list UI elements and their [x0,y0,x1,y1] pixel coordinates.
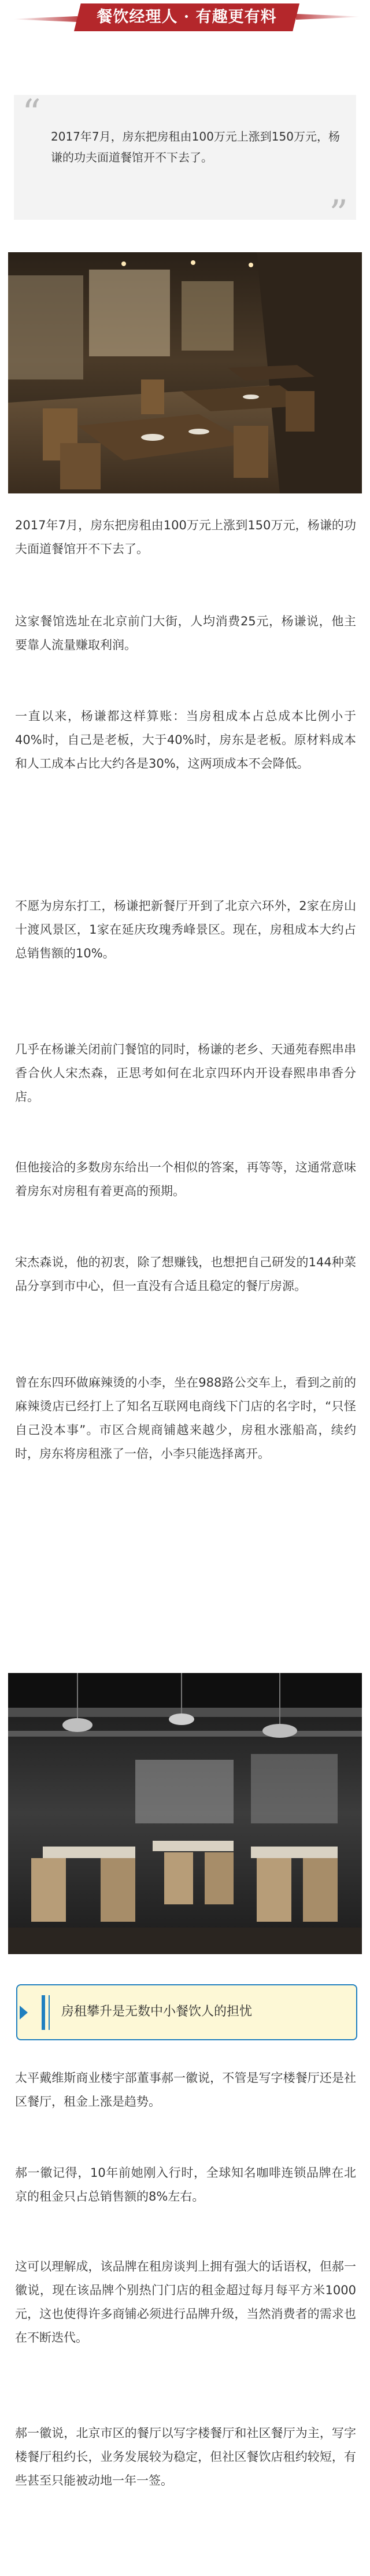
paragraph-3: 一直以来，杨谦都这样算账：当房租成本占总成本比例小于40%时，自己是老板，大于40%时，房东是老板。原材料成本和人工成本占比大约各是30%，这两项成本不会降低。 [15,709,356,771]
paragraph-1: 2017年7月，房东把房租由100万元上涨到150万元，杨谦的功夫面道餐馆开不下去了。 [15,518,356,556]
banner-flare-left [14,16,77,22]
paragraph-10: 郝一徽记得，10年前她刚入行时，全球知名咖啡连锁品牌在北京的租金只占总销售额的8%左右。 [15,2166,356,2203]
restaurant-photo-1 [8,252,362,493]
paragraph-8: 曾在东四环做麻辣烫的小李，坐在988路公交车上，看到之前的麻辣烫店已经打上了知名互联网电商线下门店的名字时，“只怪自己没本事”。市区合规商铺越来越少，房租水涨船高，续约时，房东将房租涨了一倍，小李只能选择离开。 [15,1376,356,1461]
quote-open-icon: “ [22,92,41,135]
quote-close-icon: ” [329,193,348,235]
image-caption-box [16,1984,357,2040]
restaurant-photo-2 [8,1673,362,1954]
lead-quote-box [14,92,356,235]
caption-arrow-icon [20,2006,28,2019]
header-banner [0,0,370,42]
banner-title: 餐饮经理人 · 有趣更有料 [97,8,277,26]
paragraph-4: 不愿为房东打工，杨谦把新餐厅开到了北京六环外，2家在房山十渡风景区，1家在延庆玫瑰秀峰景区。现在，房租成本大约占总销售额的10%。 [15,899,356,960]
paragraph-2: 这家餐馆选址在北京前门大街，人均消费25元，杨谦说，他主要靠人流量赚取利润。 [15,614,356,652]
lead-quote-text: 2017年7月，房东把房租由100万元上涨到150万元，杨谦的功夫面道餐馆开不下去了。 [51,130,340,164]
caption-accent-bar [42,1995,45,2030]
paragraph-5: 几乎在杨谦关闭前门餐馆的同时，杨谦的老乡、天通苑春熙串串香合伙人宋杰森，正思考如何在北京四环内开设春熙串串香分店。 [15,1042,356,1104]
paragraph-12: 郝一徽说，北京市区的餐厅以写字楼餐厅和社区餐厅为主，写字楼餐厅租约长，业务发展较为稳定，但社区餐饮店租约较短，有些甚至只能被动地一年一签。 [15,2426,356,2487]
paragraph-6: 但他接洽的多数房东给出一个相似的答案，再等等，这通常意味着房东对房租有着更高的预期。 [15,1160,356,1198]
banner-flare-right [296,14,360,20]
caption-accent-line [49,1995,50,2030]
paragraph-11: 这可以理解成，该品牌在租房谈判上拥有强大的话语权，但郝一徽说，现在该品牌个别热门门店的租金超过每月每平方米1000元，这也使得许多商铺必须进行品牌升级，当然消费者的需求也在不断迭代。 [15,2260,356,2345]
caption-text: 房租攀升是无数中小餐饮人的担忧 [61,2004,253,2019]
paragraph-7: 宋杰森说，他的初衷，除了想赚钱，也想把自己研发的144种菜品分享到市中心，但一直没有合适且稳定的餐厅房源。 [15,1255,356,1293]
paragraph-9: 太平戴维斯商业楼宇部董事郝一徽说，不管是写字楼餐厅还是社区餐厅，租金上涨是趋势。 [15,2071,356,2109]
